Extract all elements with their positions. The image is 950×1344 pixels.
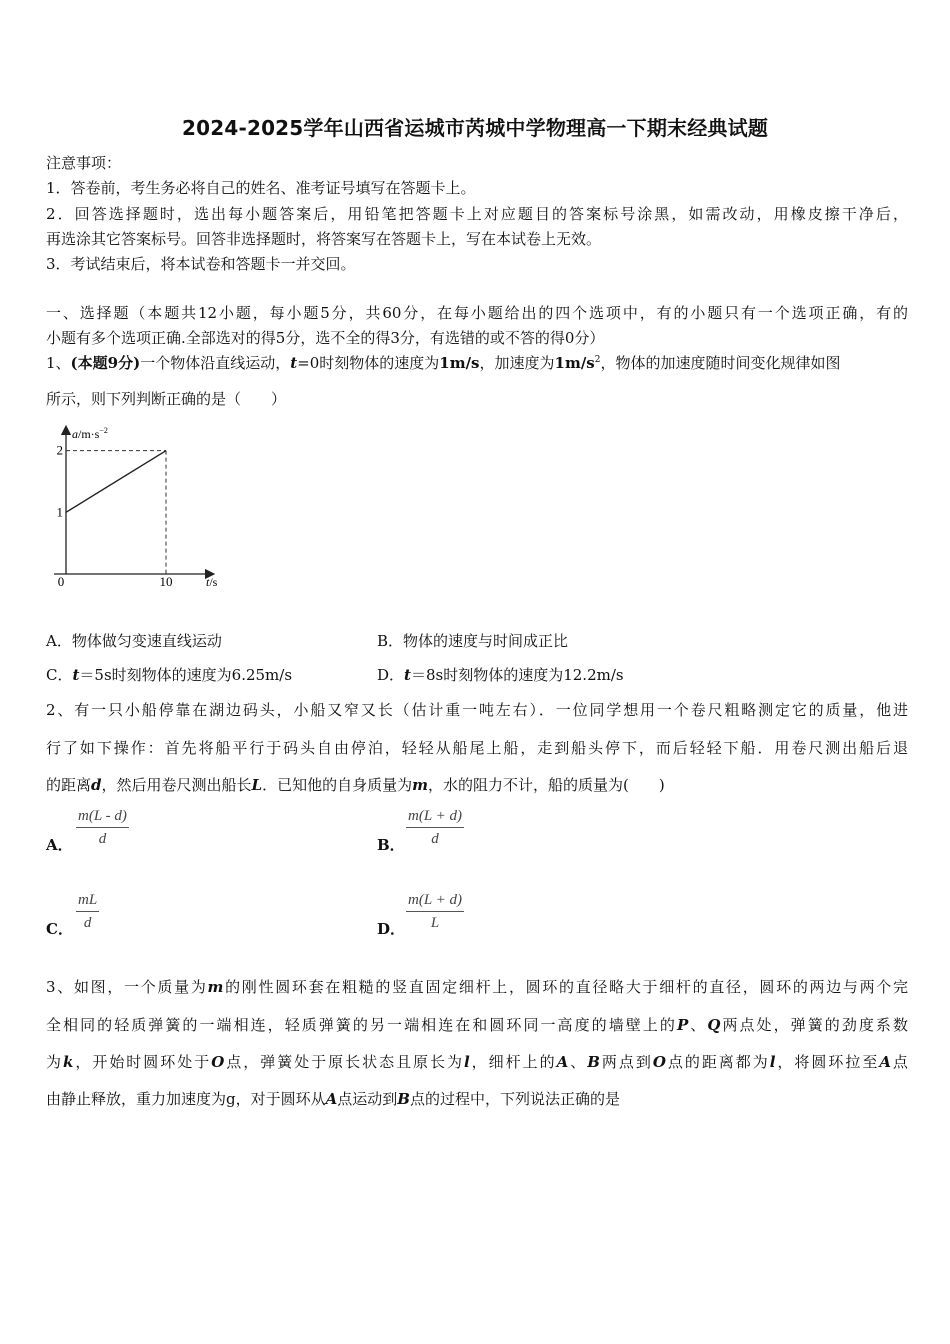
q2-option-b-fraction[interactable]: $\frac{m(L + d)}{d}$ (408, 808, 463, 847)
notice-item-1: 1．答卷前，考生务必将自己的姓名、准考证号填写在答题卡上。 (46, 179, 476, 197)
q1-line1 (46, 352, 908, 373)
q1-t-var: t (290, 354, 298, 372)
notice-item-2a: 2．回答选择题时，选出每小题答案后，用铅笔把答题卡上对应题目的答案标号涂黑，如需改动，用橡皮擦干净后， (46, 205, 908, 223)
q2-line1: 2、有一只小船停靠在湖边码头，小船又窄又长（估计重一吨左右）．一位同学想用一个卷尺粗略测定它的质量，他进 (46, 701, 908, 719)
q1-a0: 1m/s (554, 354, 595, 372)
section1-line2: 小题有多个选项正确.全部选对的得5分，选不全的得3分，有选错的或不答的得0分） (46, 329, 605, 347)
q1-acceleration-chart (40, 418, 240, 593)
chart-y-label: $a/m\cdot s^{-2}$ (72, 426, 108, 441)
chart-x-tick-0: 0 (57, 574, 65, 589)
q1-line2: 所示，则下列判断正确的是（ ） (46, 390, 287, 408)
notice-heading: 注意事项： (46, 154, 122, 172)
q1-text-b: =0时刻物体的速度为 (297, 354, 440, 372)
q2-option-d-fraction[interactable]: $\frac{m(L + d)}{L}$ (408, 892, 463, 931)
q2-option-c-fraction[interactable]: $\frac{mL}{d}$ (78, 892, 98, 931)
page-title: 2024-2025学年山西省运城市芮城中学物理高一下期末经典试题 (181, 116, 769, 140)
q1-text-c: ，加速度为 (479, 354, 555, 372)
q1-text-d: ，物体的加速度随时间变化规律如图 (600, 354, 841, 372)
notice-item-2b: 再选涂其它答案标号。回答非选择题时，将答案写在答题卡上，写在本试卷上无效。 (46, 230, 602, 248)
section1-line1: 一、选择题（本题共12小题，每小题5分，共60分，在每小题给出的四个选项中，有的小题只有一个选项正确，有的 (46, 304, 908, 322)
q2-option-b-label[interactable]: B． (377, 836, 405, 854)
q2-option-d-label[interactable]: D． (377, 920, 406, 938)
chart-y-tick-2: 2 (56, 442, 63, 458)
q2-line2: 行了如下操作：首先将船平行于码头自由停泊，轻轻从船尾上船，走到船头停下，而后轻轻下船．用卷尺测出船后退 (46, 739, 908, 757)
q1-option-b[interactable]: B．物体的速度与时间成正比 (377, 632, 569, 650)
q2-option-a-label[interactable]: A． (46, 836, 73, 854)
chart-x-label: t/s (206, 575, 218, 589)
chart-series-line (66, 451, 166, 513)
q3-line2: 全相同的轻质弹簧的一端相连，轻质弹簧的另一端相连在和圆环同一高度的墙壁上的P、Q两点处，弹簧的劲度系数 (46, 1016, 908, 1034)
q1-option-c[interactable]: C．t＝5s时刻物体的速度为6.25m/s (46, 666, 293, 684)
q2-option-c-label[interactable]: C． (46, 920, 73, 938)
q1-option-a[interactable]: A．物体做匀变速直线运动 (46, 632, 222, 650)
notice-item-3: 3．考试结束后，将本试卷和答题卡一并交回。 (46, 255, 356, 273)
q2-option-a-fraction[interactable]: $\frac{m(L - d)}{d}$ (78, 808, 127, 847)
q1-v0: 1m/s (439, 354, 480, 372)
q3-line1: 3、如图，一个质量为m的刚性圆环套在粗糙的竖直固定细杆上，圆环的直径略大于细杆的直径，圆环的两边与两个完 (46, 978, 909, 996)
q1-option-d[interactable]: D．t＝8s时刻物体的速度为12.2m/s (377, 666, 624, 684)
chart-x-tick-10: 10 (159, 574, 173, 589)
chart-y-tick-1: 1 (56, 504, 63, 520)
q1-text-a: 一个物体沿直线运动， (140, 354, 291, 372)
q1-score: (本题9分) (70, 354, 141, 372)
q2-line3: 的距离d，然后用卷尺测出船长L．已知他的自身质量为m，水的阻力不计，船的质量为( ) (46, 776, 665, 794)
q1-a0-sup: 2 (594, 355, 601, 365)
q3-line3: 为k，开始时圆环处于O点，弹簧处于原长状态且原长为l，细杆上的A、B两点到O点的距离都为l，将圆环拉至A点 (46, 1053, 908, 1071)
q3-line4: 由静止释放，重力加速度为g，对于圆环从A点运动到B点的过程中，下列说法正确的是 (46, 1090, 620, 1108)
q1-number: 1、 (46, 354, 71, 372)
